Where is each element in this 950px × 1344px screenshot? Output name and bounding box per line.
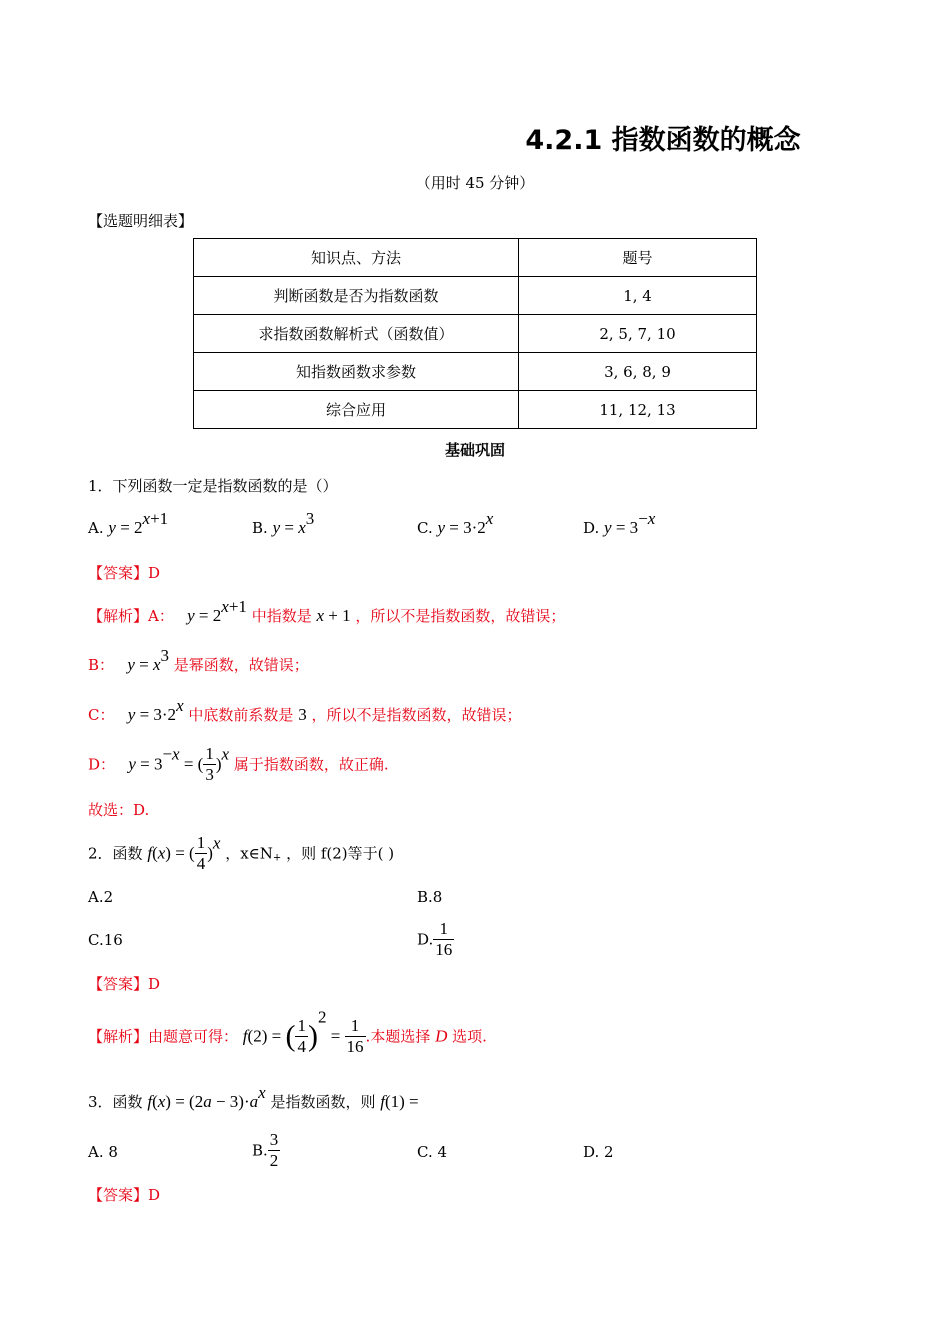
- q1-analysis-c-text2: ，所以不是指数函数，故错误；: [311, 706, 522, 724]
- table-cell: 2, 5, 7, 10: [519, 315, 757, 353]
- q1-analysis-c-text1: 中底数前系数是: [188, 706, 294, 724]
- q1-analysis-d-text: 属于指数函数，故正确.: [233, 755, 389, 774]
- q1-analysis-c-label: C：: [88, 706, 115, 724]
- table-header-cell: 题号: [519, 239, 757, 277]
- table-cell: 11, 12, 13: [519, 391, 757, 429]
- q2-analysis-choice: D: [435, 1026, 448, 1046]
- table-cell: 判断函数是否为指数函数: [194, 277, 519, 315]
- table-cell: 知指数函数求参数: [194, 353, 519, 391]
- q3-option-c: C. 4: [417, 1143, 448, 1161]
- q1-analysis-c-num: 3: [298, 705, 307, 724]
- q2-option-c: C.16: [88, 931, 123, 949]
- q2-analysis-label: 【解析】由题意可得：: [88, 1027, 239, 1046]
- q2-stem: 2．函数 f(x) = ( $\frac{1}{4}$ )$^x$ ，$x\in N_+$ ，则 f(2)等于( ): [88, 833, 395, 873]
- table-header-cell: 知识点、方法: [194, 239, 519, 277]
- q1-analysis-a-text2: ，所以不是指数函数，故错误；: [355, 607, 566, 625]
- q2-option-b: B.8: [417, 888, 443, 906]
- q1-analysis-d-label: D：: [88, 755, 116, 774]
- q1-analysis-b-text: 是幂函数，故错误；: [173, 656, 309, 674]
- table-cell: 1, 4: [519, 277, 757, 315]
- q1-analysis-a: 【解析】A： $y = 2^{x+1}$ 中指数是 x + 1 ，所以不是指数函数，故错误；: [88, 597, 566, 625]
- table-row: [194, 391, 757, 429]
- table-cell: 综合应用: [194, 391, 519, 429]
- q3-stem-mid: 是指数函数，则: [270, 1093, 376, 1111]
- q1-answer: 【答案】D: [88, 564, 161, 582]
- q3-option-b-label: B.: [252, 1141, 268, 1160]
- q1-option-d-label: D.: [583, 519, 600, 537]
- table-header-row: [194, 239, 757, 277]
- q2-option-d: D. $\frac{1}{16}$: [417, 919, 453, 959]
- q2-stem-suffix: ，则 f(2)等于( ): [286, 844, 395, 863]
- q1-stem: 1．下列函数一定是指数函数的是（）: [88, 477, 338, 495]
- q2-stem-mid: ，x∈N: [225, 844, 273, 863]
- table-cell: 求指数函数解析式（函数值）: [194, 315, 519, 353]
- q1-option-a-label: A.: [88, 519, 104, 537]
- q1-analysis-a-text1: 中指数是: [251, 607, 312, 625]
- q1-analysis-c: C： $y = 3\cdot 2^x$ 中底数前系数是 3 ，所以不是指数函数，故错误；: [88, 696, 522, 724]
- table-row: [194, 315, 757, 353]
- table-heading: 【选题明细表】: [88, 212, 194, 230]
- section-title: 基础巩固: [444, 441, 505, 459]
- q2-option-a: A.2: [88, 888, 114, 906]
- q3-option-a: A. 8: [88, 1143, 118, 1161]
- q1-option-a: A. $y = 2^{x+1}$: [88, 509, 169, 537]
- q3-answer: 【答案】D: [88, 1186, 161, 1204]
- q3-stem-prefix: 3．函数: [88, 1093, 143, 1111]
- q1-analysis-b: B： $y = x^3$ 是幂函数，故错误；: [88, 646, 309, 674]
- table-row: [194, 277, 757, 315]
- q3-option-b: B. $\frac{3}{2}$: [252, 1130, 279, 1170]
- table-row: [194, 353, 757, 391]
- q1-option-c: C. $y = 3\cdot 2^x$: [417, 509, 494, 537]
- q2-analysis-tail: .本题选择: [365, 1027, 431, 1046]
- q1-option-b: B. $y = x^3$: [252, 509, 315, 537]
- page-title: 4.2.1 指数函数的概念: [525, 125, 801, 156]
- q2-analysis: 【解析】由题意可得： f(2) = ( $\frac{1}{4}$ )$^2$ = $\frac{1}{16}$ .本题选择 D 选项.: [88, 1007, 487, 1056]
- q2-option-d-label: D.: [417, 930, 434, 949]
- topic-table: [193, 238, 757, 429]
- time-note: （用时 45 分钟）: [415, 174, 535, 192]
- q1-option-c-label: C.: [417, 519, 433, 537]
- q2-analysis-end: 选项.: [452, 1027, 487, 1046]
- q1-analysis-d: D： $y = 3^{-x}$ = ( $\frac{1}{3}$ )$^x$ 属于指数函数，故正确.: [88, 744, 389, 784]
- q1-conclusion: 故选：D.: [88, 801, 150, 819]
- q1-option-d: D. $y = 3^{-x}$: [583, 509, 656, 537]
- q1-analysis-label: 【解析】A：: [88, 607, 174, 625]
- q3-stem: 3．函数 $f(x) = (2a - 3)\cdot a^x$ 是指数函数，则 f(1) =: [88, 1083, 419, 1111]
- q1-analysis-b-label: B：: [88, 656, 115, 674]
- q2-stem-prefix: 2．函数: [88, 844, 143, 863]
- q1-option-b-label: B.: [252, 519, 268, 537]
- q2-answer: 【答案】D: [88, 975, 161, 993]
- table-cell: 3, 6, 8, 9: [519, 353, 757, 391]
- q3-option-d: D. 2: [583, 1143, 614, 1161]
